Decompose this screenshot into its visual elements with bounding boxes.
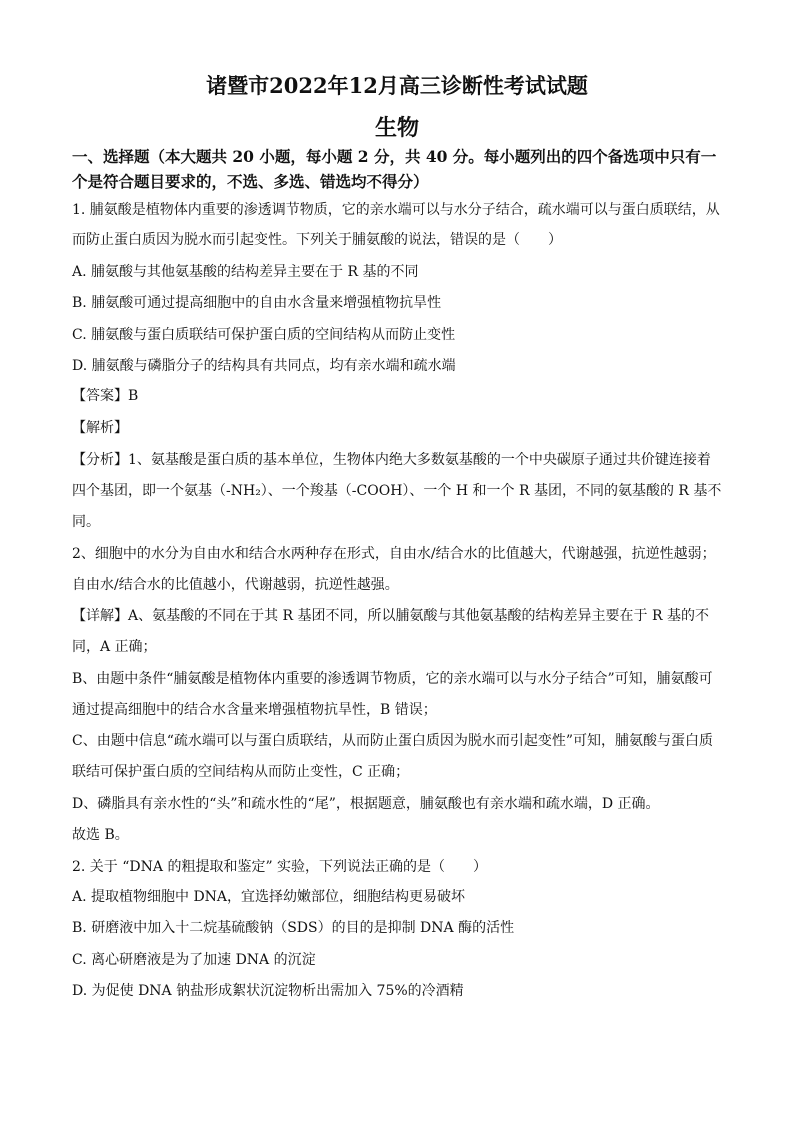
q2-option-d: D. 为促使 DNA 钠盐形成絮状沉淀物析出需加入 75%的冷酒精	[72, 983, 464, 999]
q1-detail-line-2: 同，A 正确；	[72, 639, 157, 655]
q1-stem-line-2: 而防止蛋白质因为脱水而引起变性。下列关于脯氨酸的说法，错误的是（ ）	[72, 232, 562, 248]
q1-detail-line-5: C、由题中信息“疏水端可以与蛋白质联结，从而防止蛋白质因为脱水而引起变性”可知，脯氨酸与蛋白质	[72, 733, 714, 749]
q1-analysis-label: 【解析】	[72, 420, 128, 436]
q1-analysis-line-3: 同。	[72, 514, 100, 530]
subject-title: 生物	[374, 115, 419, 141]
q1-analysis-line-2: 四个基团，即一个氨基（-NH₂）、一个羧基（-COOH）、一个 H 和一个 R 基团，不同的氨基酸的 R 基不	[72, 483, 722, 499]
q2-option-a: A. 提取植物细胞中 DNA，宜选择幼嫩部位，细胞结构更易破坏	[72, 889, 466, 905]
q1-option-a: A. 脯氨酸与其他氨基酸的结构差异主要在于 R 基的不同	[72, 264, 419, 280]
q1-option-b: B. 脯氨酸可通过提高细胞中的自由水含量来增强植物抗旱性	[72, 295, 442, 311]
q1-analysis-line-4: 2、细胞中的水分为自由水和结合水两种存在形式，自由水/结合水的比值越大，代谢越强，抗逆性越弱；	[72, 546, 716, 562]
q1-detail-line-7: D、磷脂具有亲水性的“头”和疏水性的“尾”，根据题意，脯氨酸也有亲水端和疏水端，D 正确。	[72, 796, 660, 812]
q1-option-c: C. 脯氨酸与蛋白质联结可保护蛋白质的空间结构从而防止变性	[72, 327, 456, 343]
q1-option-d: D. 脯氨酸与磷脂分子的结构具有共同点，均有亲水端和疏水端	[72, 358, 456, 374]
q2-stem: 2. 关于 “DNA 的粗提取和鉴定” 实验，下列说法正确的是（ ）	[72, 859, 488, 875]
q1-stem-line-1: 1. 脯氨酸是植物体内重要的渗透调节物质，它的亲水端可以与水分子结合，疏水端可以与蛋白质联结，从	[72, 202, 720, 218]
section-heading-line-1: 一、选择题（本大题共 20 小题，每小题 2 分，共 40 分。每小题列出的四个备选项中只有一	[72, 147, 717, 166]
q1-detail-line-4: 通过提高细胞中的结合水含量来增强植物抗旱性，B 错误；	[72, 702, 437, 718]
q2-option-b: B. 研磨液中加入十二烷基硫酸钠（SDS）的目的是抑制 DNA 酶的活性	[72, 920, 515, 936]
section-heading-line-2: 个是符合题目要求的，不选、多选、错选均不得分）	[72, 172, 429, 191]
q1-detail-line-3: B、由题中条件“脯氨酸是植物体内重要的渗透调节物质，它的亲水端可以与水分子结合”可知，脯氨酸可	[72, 671, 713, 687]
q1-analysis-line-1: 【分析】1、氨基酸是蛋白质的基本单位，生物体内绝大多数氨基酸的一个中央碳原子通过共价键连接着	[72, 452, 711, 468]
q1-detail-line-6: 联结可保护蛋白质的空间结构从而防止变性，C 正确；	[72, 764, 410, 780]
q2-option-c: C. 离心研磨液是为了加速 DNA 的沉淀	[72, 952, 316, 968]
q1-analysis-line-5: 自由水/结合水的比值越小，代谢越弱，抗逆性越强。	[72, 577, 399, 593]
q1-answer: 【答案】B	[72, 388, 139, 404]
q1-detail-line-8: 故选 B。	[72, 827, 129, 843]
exam-title: 诸暨市2022年12月高三诊断性考试试题	[206, 73, 588, 98]
q1-detail-line-1: 【详解】A、氨基酸的不同在于其 R 基团不同，所以脯氨酸与其他氨基酸的结构差异主要在于 R 基的不	[72, 608, 709, 624]
